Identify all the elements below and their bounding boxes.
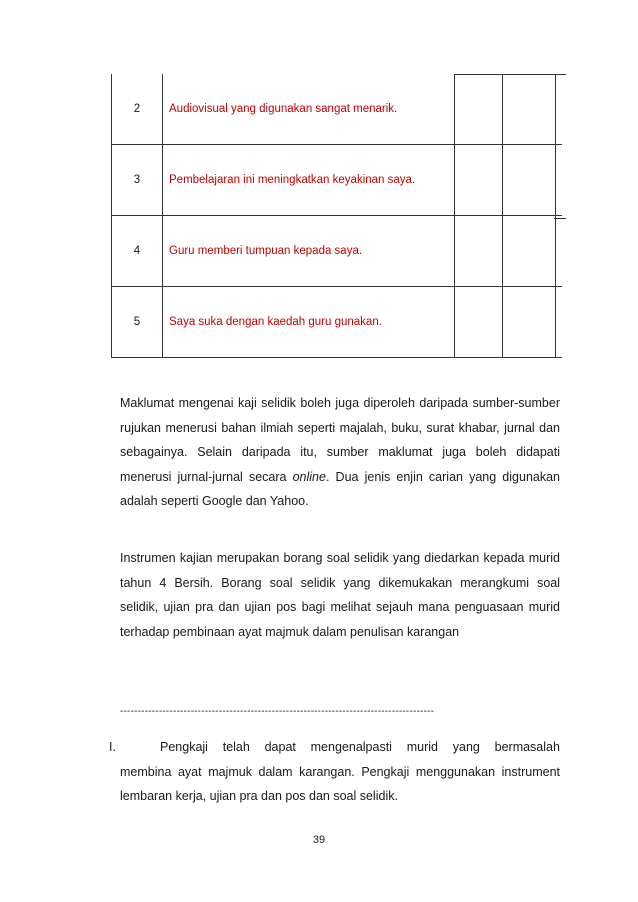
- rating-cell: [503, 74, 556, 145]
- list-word: Pengkaji: [160, 740, 208, 754]
- rating-cell: [503, 216, 556, 287]
- table-row: [112, 74, 563, 145]
- paragraph-text: . Dua jenis enjin carian yang digunakan adalah seperti Google dan Yahoo.: [120, 469, 560, 508]
- row-number: 2: [112, 74, 163, 145]
- italic-term: online: [292, 469, 326, 484]
- rating-cell: [503, 287, 556, 358]
- rating-cell: [556, 145, 563, 216]
- paragraph-text: Maklumat mengenai kaji selidik boleh juga diperoleh daripada sumber-sumber rujukan menerusi bahan ilmiah seperti majalah, buku, surat khabar, jurnal dan sebagainya. Selain daripada itu, sumber maklumat juga boleh didapati menerusi jurnal-jurnal secara: [120, 396, 560, 484]
- table-top-rule: [454, 74, 566, 75]
- row-number: 4: [112, 216, 163, 287]
- survey-table: [111, 74, 562, 358]
- rating-cell: [455, 145, 503, 216]
- paragraph-sources: [120, 391, 560, 514]
- table-row: [112, 216, 563, 287]
- row-statement: Audiovisual yang digunakan sangat menarik.: [163, 74, 455, 145]
- row-number: 5: [112, 287, 163, 358]
- list-word: telah: [222, 740, 250, 754]
- list-item-text: membina ayat majmuk dalam karangan. Pengkaji menggunakan instrument lembaran kerja, ujian pra dan pos dan soal selidik.: [120, 764, 560, 803]
- list-marker: I.: [109, 740, 116, 754]
- row-statement: Pembelajaran ini meningkatkan keyakinan saya.: [163, 145, 455, 216]
- list-item: [109, 735, 560, 809]
- rating-cell: [455, 74, 503, 145]
- rating-cell: [503, 145, 556, 216]
- row-statement: Guru memberi tumpuan kepada saya.: [163, 216, 455, 287]
- table-side-rule: [554, 218, 566, 219]
- paragraph-instrument: Instrumen kajian merupakan borang soal selidik yang diedarkan kepada murid tahun 4 Bersih. Borang soal selidik yang dikemukakan merangkumi soal selidik, ujian pra dan ujian pos bagi melihat sejauh mana penguasaan murid terhadap pembinaan ayat majmuk dalam penulisan karangan: [120, 551, 560, 639]
- list-word: mengenalpasti: [310, 740, 392, 754]
- list-first-line: [120, 735, 560, 760]
- rating-cell: [556, 287, 563, 358]
- rating-cell: [455, 287, 503, 358]
- list-word: murid: [406, 740, 438, 754]
- row-statement: Saya suka dengan kaedah guru gunakan.: [163, 287, 455, 358]
- list-word: bermasalah: [494, 740, 560, 754]
- list-word: yang: [452, 740, 480, 754]
- row-number: 3: [112, 145, 163, 216]
- rating-cell: [556, 74, 563, 145]
- dashed-divider: -----------------------------------------------------------------------------------------: [120, 706, 435, 717]
- rating-cell: [556, 216, 563, 287]
- list-word: dapat: [264, 740, 296, 754]
- table-row: [112, 145, 563, 216]
- rating-cell: [455, 216, 503, 287]
- page-number: 39: [312, 834, 326, 846]
- table-row: [112, 287, 563, 358]
